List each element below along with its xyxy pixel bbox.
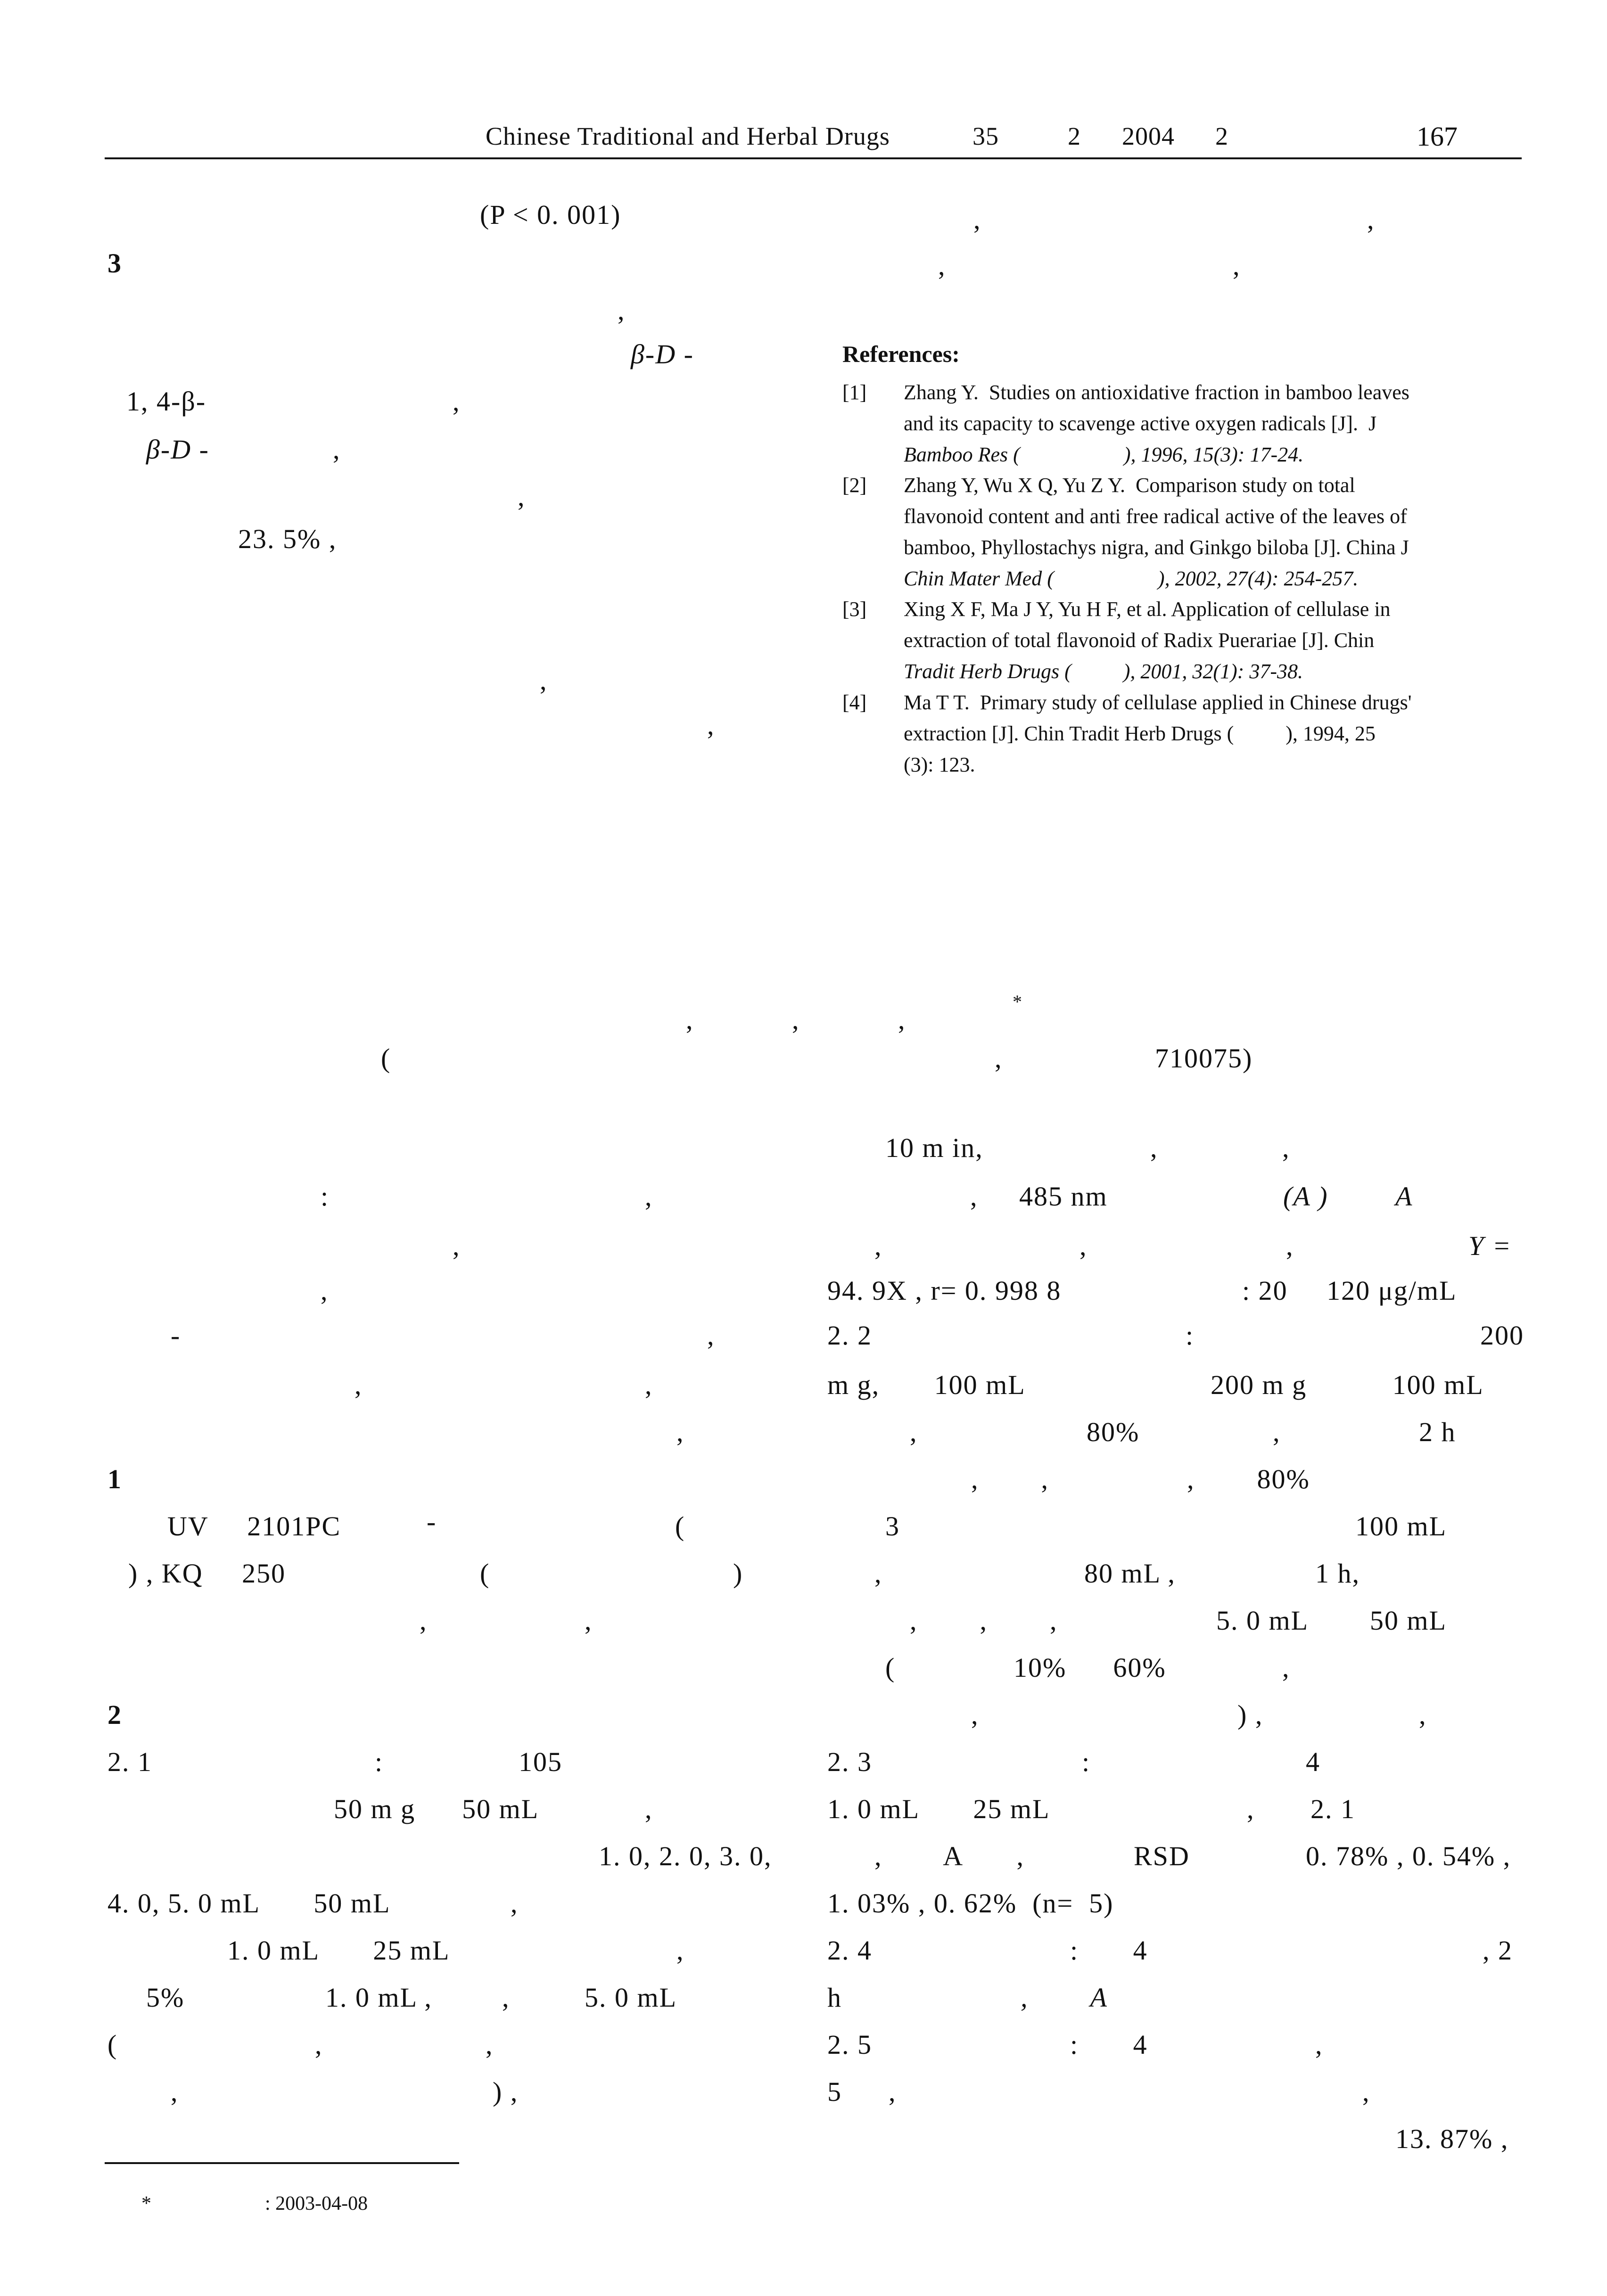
instrument-model: ) , KQ 250 bbox=[128, 1558, 286, 1589]
concentration: 5% bbox=[146, 1982, 185, 2013]
reference-line: bamboo, Phyllostachys nigra, and Ginkgo biloba [J]. China J bbox=[904, 536, 1409, 559]
punct: ( bbox=[675, 1511, 685, 1542]
punct: , bbox=[874, 1558, 882, 1589]
time: 1 h, bbox=[1315, 1558, 1360, 1589]
rsd-values: 0. 78% , 0. 54% , bbox=[1306, 1841, 1511, 1871]
beta-d-label: β-D - bbox=[631, 339, 694, 369]
punct: , bbox=[511, 1888, 519, 1919]
reference-line: extraction of total flavonoid of Radix Puerariae [J]. Chin bbox=[904, 629, 1375, 652]
punct: , bbox=[645, 1794, 653, 1824]
punct: , bbox=[645, 1181, 653, 1212]
regression-equation: 94. 9X , r= 0. 998 8 bbox=[827, 1275, 1062, 1306]
reference-line: Ma T T. Primary study of cellulase applied in Chinese drugs' bbox=[904, 691, 1412, 714]
reference-line: Chin Mater Med ( ), 2002, 27(4): 254-257. bbox=[904, 567, 1359, 590]
rsd-values: 1. 03% , 0. 62% (n= 5) bbox=[827, 1888, 1114, 1919]
punct: ( bbox=[885, 1652, 896, 1683]
punct: : bbox=[1186, 1320, 1195, 1351]
punct: , bbox=[354, 1369, 363, 1400]
subsection-number: 2. 1 bbox=[107, 1747, 152, 1777]
journal-name: Chinese Traditional and Herbal Drugs bbox=[486, 122, 890, 150]
volume: 1. 0 mL 25 mL bbox=[827, 1794, 1050, 1824]
punct: , bbox=[333, 434, 341, 465]
instrument-model: UV 2101PC bbox=[167, 1511, 341, 1542]
subsection-number: 2. 4 bbox=[827, 1935, 872, 1966]
volume: 5. 0 mL 50 mL bbox=[1216, 1605, 1447, 1636]
count: 3 bbox=[885, 1511, 900, 1542]
author-separator: , bbox=[898, 1004, 906, 1035]
footnote-mark: * bbox=[141, 2193, 151, 2214]
reference-item bbox=[842, 594, 1521, 688]
count: 4 bbox=[1306, 1747, 1320, 1777]
punct: , bbox=[321, 1275, 329, 1306]
concentration: , 80% bbox=[1187, 1464, 1310, 1494]
punct: , bbox=[973, 204, 981, 235]
author-asterisk: * bbox=[1013, 991, 1022, 1012]
absorbance-symbol: (A ) bbox=[1283, 1181, 1328, 1212]
punct: , bbox=[1419, 1699, 1427, 1730]
reference-number: [2] bbox=[842, 474, 867, 497]
issue-number: 2 bbox=[1068, 122, 1081, 150]
reference-text bbox=[904, 377, 1521, 470]
punct: , bbox=[1233, 250, 1241, 281]
volume-series: 1. 0, 2. 0, 3. 0, bbox=[599, 1841, 772, 1871]
volume: 100 mL bbox=[1355, 1511, 1447, 1542]
postcode: 710075) bbox=[1155, 1043, 1253, 1074]
punct: , bbox=[707, 1320, 715, 1351]
punct: : bbox=[1082, 1747, 1091, 1777]
punct: , bbox=[1367, 204, 1375, 235]
punct: , bbox=[938, 250, 946, 281]
glycosidic-bond: 1, 4-β- bbox=[126, 386, 206, 417]
footnote-rule bbox=[105, 2162, 459, 2164]
section-heading-3: 3 bbox=[107, 248, 122, 279]
punct: , bbox=[676, 1417, 684, 1447]
reference-line: Tradit Herb Drugs ( ), 2001, 32(1): 37-38. bbox=[904, 660, 1303, 683]
punct: ) bbox=[733, 1558, 743, 1589]
reference-text bbox=[904, 687, 1521, 780]
punct: - bbox=[171, 1320, 181, 1351]
time: 2 h bbox=[1419, 1417, 1456, 1447]
author-separator: , bbox=[792, 1004, 800, 1035]
punct: , bbox=[910, 1417, 918, 1447]
count: : 4 bbox=[1070, 1935, 1148, 1966]
mass: 200 bbox=[1480, 1320, 1524, 1351]
punct: : bbox=[321, 1181, 330, 1212]
p-value: (P < 0. 001) bbox=[480, 199, 621, 230]
percentage: 13. 87% , bbox=[1395, 2124, 1509, 2154]
punct: , bbox=[618, 295, 626, 326]
volume-number: 35 bbox=[972, 122, 999, 150]
author-separator: , bbox=[686, 1004, 694, 1035]
references-heading: References: bbox=[842, 341, 960, 367]
punct: , bbox=[518, 481, 526, 512]
punct: ( bbox=[480, 1558, 490, 1589]
wavelength: 485 nm bbox=[1019, 1181, 1108, 1212]
percentage: 23. 5% , bbox=[238, 524, 337, 554]
volume-series: 4. 0, 5. 0 mL 50 mL bbox=[107, 1888, 391, 1919]
time: 10 m in, bbox=[885, 1132, 983, 1163]
reference-line: extraction [J]. Chin Tradit Herb Drugs ( ), 1994, 25 bbox=[904, 722, 1376, 745]
received-date: : 2003-04-08 bbox=[265, 2193, 368, 2214]
mass-volume: m g, 100 mL bbox=[827, 1369, 1026, 1400]
punct: , bbox=[1286, 1230, 1294, 1261]
punct: , bbox=[1315, 2029, 1323, 2060]
temperature: 105 bbox=[519, 1747, 562, 1777]
regression-y: Y = bbox=[1468, 1230, 1512, 1261]
punct: , bbox=[585, 1605, 593, 1636]
volume: 5. 0 mL bbox=[585, 1982, 677, 2013]
punct: : bbox=[375, 1747, 384, 1777]
year: 2004 bbox=[1122, 122, 1175, 150]
section-heading-2: 2 bbox=[107, 1699, 122, 1730]
reference-number: [3] bbox=[842, 598, 867, 621]
punct: , bbox=[1150, 1132, 1158, 1163]
punct: , bbox=[171, 2076, 179, 2107]
reference-item bbox=[842, 377, 1521, 471]
affiliation-open: ( bbox=[381, 1043, 391, 1074]
subsection-number: 2. 5 bbox=[827, 2029, 872, 2060]
reference-line: Bamboo Res ( ), 1996, 15(3): 17-24. bbox=[904, 443, 1304, 466]
concentration: 10% 60% bbox=[1014, 1652, 1166, 1683]
punct: , bbox=[486, 2029, 494, 2060]
month: 2 bbox=[1215, 122, 1228, 150]
punct: , bbox=[1282, 1132, 1290, 1163]
punct: , bbox=[971, 1699, 979, 1730]
reference-line: and its capacity to scavenge active oxygen radicals [J]. J bbox=[904, 412, 1377, 435]
reference-line: Xing X F, Ma J Y, Yu H F, et al. Application of cellulase in bbox=[904, 598, 1391, 621]
linear-range: : 20 120 μg/mL bbox=[1242, 1275, 1457, 1306]
reference-number: [1] bbox=[842, 381, 867, 404]
reference-number: [4] bbox=[842, 691, 867, 714]
punct: , bbox=[420, 1605, 428, 1636]
punct: ( bbox=[107, 2029, 118, 2060]
reference-line: Zhang Y. Studies on antioxidative fraction in bamboo leaves bbox=[904, 381, 1409, 404]
beta-d-label: β-D - bbox=[146, 434, 209, 465]
reference-line: (3): 123. bbox=[904, 753, 975, 776]
mass-volume: 200 m g 100 mL bbox=[1211, 1369, 1484, 1400]
absorbance-symbol: , A bbox=[1021, 1982, 1108, 2013]
punct: , bbox=[315, 2029, 323, 2060]
punct: , bbox=[1282, 1652, 1290, 1683]
concentration: 80% bbox=[1087, 1417, 1140, 1447]
punct: , bbox=[874, 1230, 882, 1261]
subsection-ref: 2. 1 bbox=[1310, 1794, 1355, 1824]
punct: , bbox=[453, 1230, 461, 1261]
time-unit: h bbox=[827, 1982, 842, 2013]
volume: 1. 0 mL 25 mL bbox=[227, 1935, 450, 1966]
punct: ) , bbox=[493, 2076, 519, 2107]
affiliation-comma: , bbox=[995, 1043, 1003, 1074]
punct: , bbox=[970, 1181, 978, 1212]
count: : 4 bbox=[1070, 2029, 1148, 2060]
subsection-number: 2. 2 bbox=[827, 1320, 872, 1351]
time: , 2 bbox=[1483, 1935, 1513, 1966]
reference-line: Zhang Y, Wu X Q, Yu Z Y. Comparison study on total bbox=[904, 474, 1355, 497]
page-number: 167 bbox=[1417, 121, 1458, 152]
punct: , bbox=[676, 1935, 684, 1966]
punct: , bbox=[707, 710, 715, 740]
punct: , bbox=[453, 386, 461, 417]
reference-item bbox=[842, 470, 1521, 595]
punct: , A , bbox=[874, 1841, 1024, 1871]
reference-line: flavonoid content and anti free radical active of the leaves of bbox=[904, 505, 1407, 528]
absorbance-symbol: A bbox=[1395, 1181, 1413, 1212]
reference-text bbox=[904, 594, 1521, 687]
punct: , , , bbox=[910, 1605, 1058, 1636]
header-rule bbox=[105, 157, 1522, 159]
punct: ) , bbox=[1237, 1699, 1263, 1730]
punct: , bbox=[1247, 1794, 1255, 1824]
rsd-label: RSD bbox=[1134, 1841, 1190, 1871]
punct: , , bbox=[971, 1464, 1049, 1494]
punct: , bbox=[1362, 2076, 1370, 2107]
punct: , bbox=[1080, 1230, 1088, 1261]
mass-volume: 50 m g 50 mL bbox=[334, 1794, 539, 1824]
subsection-number: 2. 3 bbox=[827, 1747, 872, 1777]
volume: 80 mL , bbox=[1084, 1558, 1176, 1589]
punct: - bbox=[427, 1506, 437, 1537]
punct: , bbox=[502, 1982, 510, 2013]
section-heading-1: 1 bbox=[107, 1464, 122, 1494]
volume: 1. 0 mL , bbox=[325, 1982, 432, 2013]
punct: , bbox=[1273, 1417, 1281, 1447]
punct: , bbox=[540, 665, 548, 696]
reference-text bbox=[904, 470, 1521, 594]
punct: , bbox=[645, 1369, 653, 1400]
reference-item bbox=[842, 687, 1521, 781]
count: 5 , bbox=[827, 2076, 897, 2107]
